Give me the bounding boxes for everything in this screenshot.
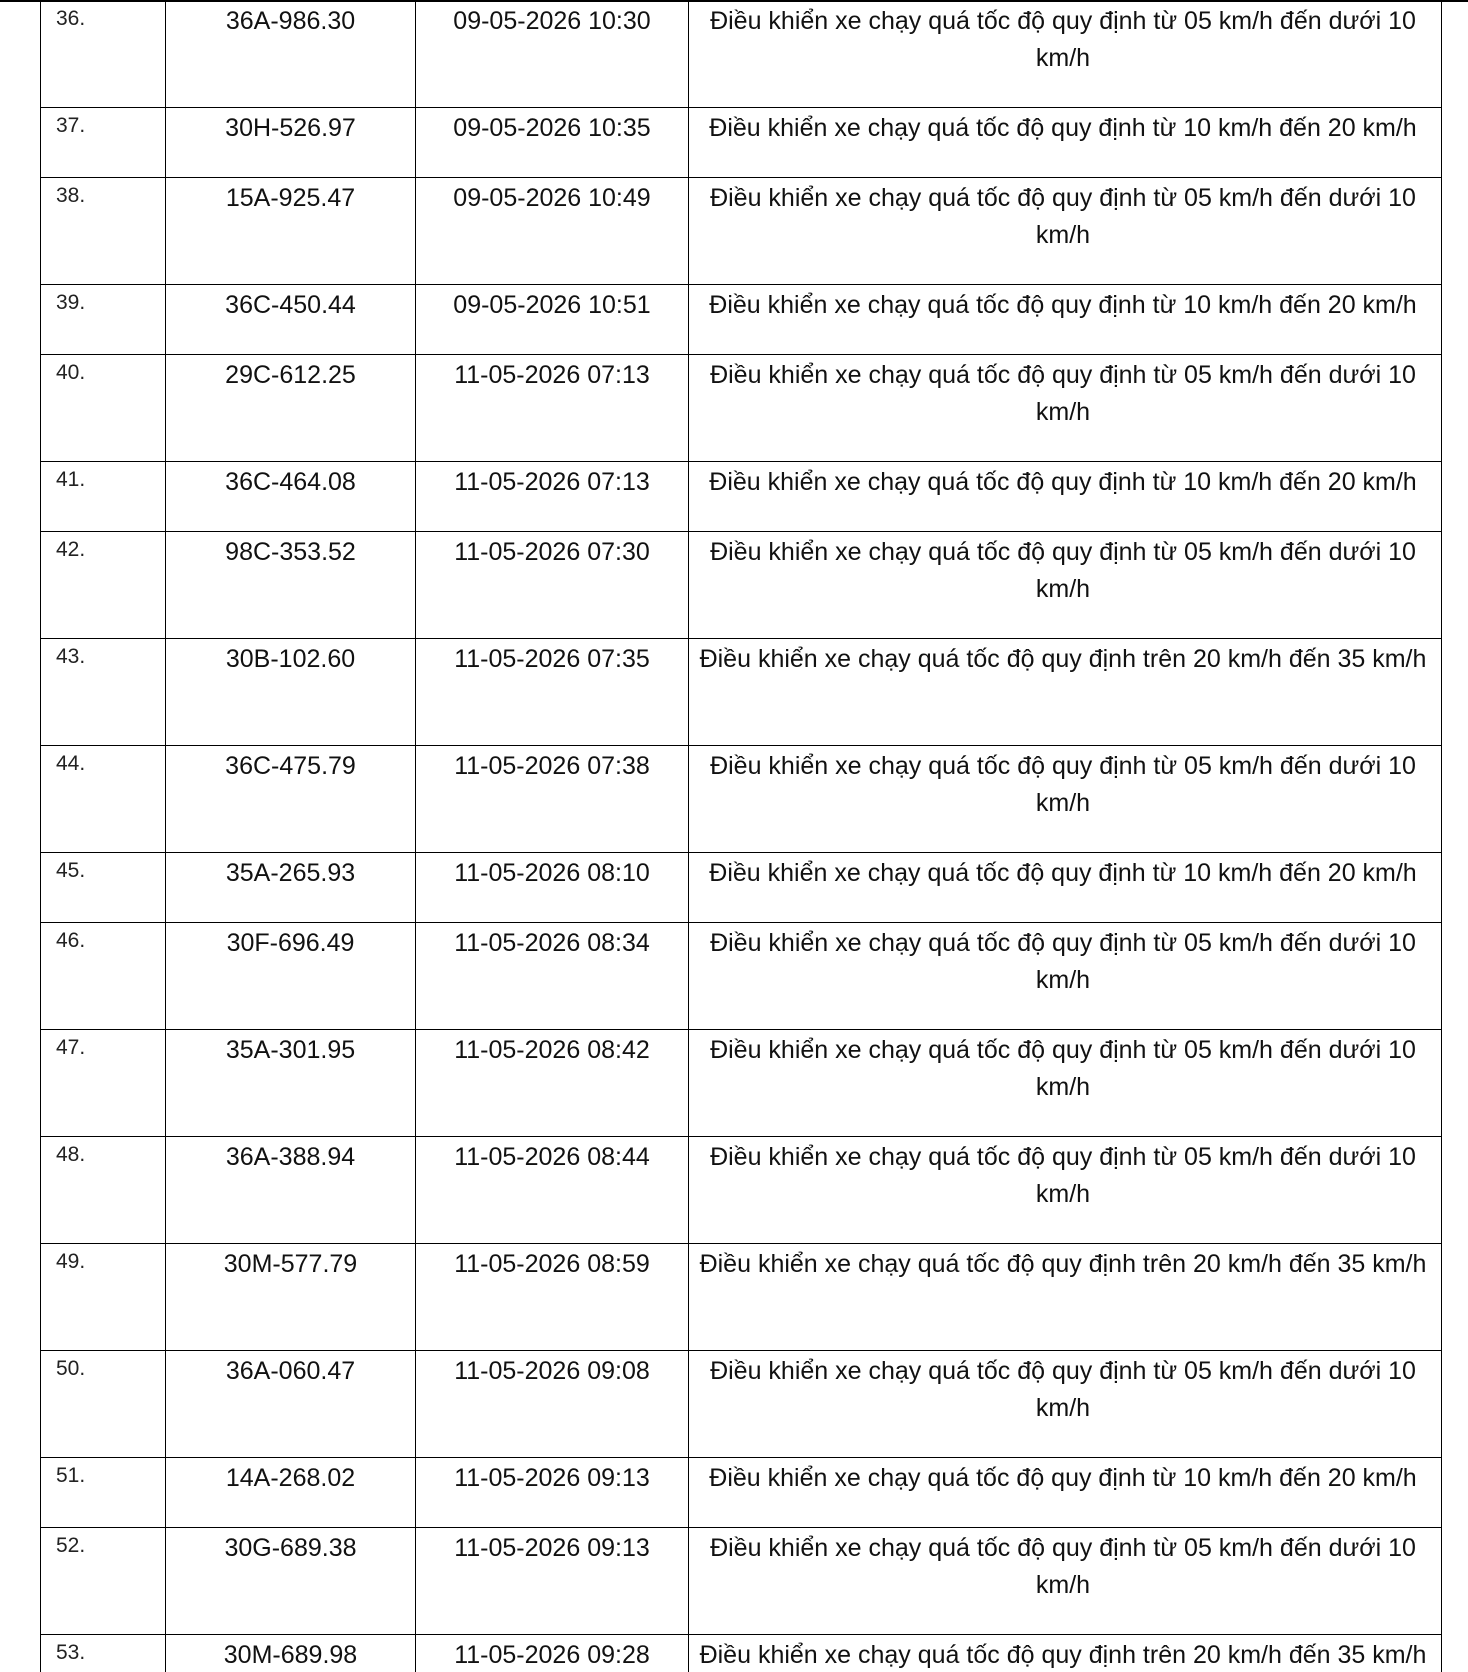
row-number: 37.	[41, 108, 166, 178]
violation-time: 11-05-2026 09:13	[416, 1458, 689, 1528]
table-row	[41, 462, 1442, 532]
violation-description: Điều khiển xe chạy quá tốc độ quy định từ 05 km/h đến dưới 10 km/h	[689, 1137, 1442, 1244]
table-row	[41, 1528, 1442, 1635]
violation-time: 11-05-2026 08:42	[416, 1030, 689, 1137]
violation-description: Điều khiển xe chạy quá tốc độ quy định từ 10 km/h đến 20 km/h	[689, 1458, 1442, 1528]
license-plate: 36C-450.44	[166, 285, 416, 355]
license-plate: 98C-353.52	[166, 532, 416, 639]
violation-time: 09-05-2026 10:30	[416, 1, 689, 108]
violation-description: Điều khiển xe chạy quá tốc độ quy định trên 20 km/h đến 35 km/h	[689, 639, 1442, 746]
violation-description: Điều khiển xe chạy quá tốc độ quy định từ 10 km/h đến 20 km/h	[689, 285, 1442, 355]
license-plate: 30M-689.98	[166, 1635, 416, 1672]
row-number: 51.	[41, 1458, 166, 1528]
violation-description: Điều khiển xe chạy quá tốc độ quy định từ 05 km/h đến dưới 10 km/h	[689, 1528, 1442, 1635]
violation-description: Điều khiển xe chạy quá tốc độ quy định từ 05 km/h đến dưới 10 km/h	[689, 1351, 1442, 1458]
row-number: 50.	[41, 1351, 166, 1458]
violation-table-body	[41, 1, 1442, 1672]
table-row	[41, 1635, 1442, 1672]
row-number: 39.	[41, 285, 166, 355]
table-row	[41, 1, 1442, 108]
row-number: 42.	[41, 532, 166, 639]
license-plate: 36C-475.79	[166, 746, 416, 853]
table-row	[41, 1458, 1442, 1528]
violation-description: Điều khiển xe chạy quá tốc độ quy định từ 10 km/h đến 20 km/h	[689, 853, 1442, 923]
violation-description: Điều khiển xe chạy quá tốc độ quy định từ 05 km/h đến dưới 10 km/h	[689, 355, 1442, 462]
violation-time: 11-05-2026 07:35	[416, 639, 689, 746]
row-number: 38.	[41, 178, 166, 285]
row-number: 46.	[41, 923, 166, 1030]
row-number: 49.	[41, 1244, 166, 1351]
violation-time: 11-05-2026 07:30	[416, 532, 689, 639]
row-number: 44.	[41, 746, 166, 853]
license-plate: 36A-986.30	[166, 1, 416, 108]
license-plate: 29C-612.25	[166, 355, 416, 462]
license-plate: 36C-464.08	[166, 462, 416, 532]
license-plate: 36A-388.94	[166, 1137, 416, 1244]
table-row	[41, 1030, 1442, 1137]
license-plate: 30B-102.60	[166, 639, 416, 746]
violation-description: Điều khiển xe chạy quá tốc độ quy định từ 10 km/h đến 20 km/h	[689, 108, 1442, 178]
violation-time: 11-05-2026 08:59	[416, 1244, 689, 1351]
violation-time: 09-05-2026 10:51	[416, 285, 689, 355]
table-row	[41, 1351, 1442, 1458]
row-number: 47.	[41, 1030, 166, 1137]
violation-time: 11-05-2026 08:44	[416, 1137, 689, 1244]
table-row	[41, 355, 1442, 462]
violation-description: Điều khiển xe chạy quá tốc độ quy định từ 10 km/h đến 20 km/h	[689, 462, 1442, 532]
violation-time: 11-05-2026 09:13	[416, 1528, 689, 1635]
row-number: 48.	[41, 1137, 166, 1244]
violation-time: 11-05-2026 09:08	[416, 1351, 689, 1458]
table-row	[41, 923, 1442, 1030]
license-plate: 35A-301.95	[166, 1030, 416, 1137]
violation-description: Điều khiển xe chạy quá tốc độ quy định từ 05 km/h đến dưới 10 km/h	[689, 1, 1442, 108]
license-plate: 30M-577.79	[166, 1244, 416, 1351]
violation-time: 11-05-2026 08:34	[416, 923, 689, 1030]
license-plate: 15A-925.47	[166, 178, 416, 285]
license-plate: 36A-060.47	[166, 1351, 416, 1458]
violation-time: 09-05-2026 10:35	[416, 108, 689, 178]
violation-description: Điều khiển xe chạy quá tốc độ quy định từ 05 km/h đến dưới 10 km/h	[689, 1030, 1442, 1137]
table-row	[41, 1244, 1442, 1351]
row-number: 53.	[41, 1635, 166, 1672]
violation-description: Điều khiển xe chạy quá tốc độ quy định trên 20 km/h đến 35 km/h	[689, 1635, 1442, 1672]
violation-table	[40, 0, 1442, 1672]
row-number: 41.	[41, 462, 166, 532]
table-row	[41, 285, 1442, 355]
table-row	[41, 108, 1442, 178]
table-row	[41, 532, 1442, 639]
table-row	[41, 639, 1442, 746]
row-number: 45.	[41, 853, 166, 923]
violation-description: Điều khiển xe chạy quá tốc độ quy định từ 05 km/h đến dưới 10 km/h	[689, 923, 1442, 1030]
license-plate: 30H-526.97	[166, 108, 416, 178]
violation-time: 11-05-2026 08:10	[416, 853, 689, 923]
violation-description: Điều khiển xe chạy quá tốc độ quy định từ 05 km/h đến dưới 10 km/h	[689, 746, 1442, 853]
table-row	[41, 853, 1442, 923]
table-row	[41, 746, 1442, 853]
row-number: 36.	[41, 1, 166, 108]
violation-description: Điều khiển xe chạy quá tốc độ quy định từ 05 km/h đến dưới 10 km/h	[689, 178, 1442, 285]
violation-time: 11-05-2026 09:28	[416, 1635, 689, 1672]
license-plate: 30F-696.49	[166, 923, 416, 1030]
table-row	[41, 178, 1442, 285]
row-number: 40.	[41, 355, 166, 462]
violation-time: 11-05-2026 07:13	[416, 462, 689, 532]
table-row	[41, 1137, 1442, 1244]
violation-time: 11-05-2026 07:13	[416, 355, 689, 462]
license-plate: 35A-265.93	[166, 853, 416, 923]
violation-description: Điều khiển xe chạy quá tốc độ quy định từ 05 km/h đến dưới 10 km/h	[689, 532, 1442, 639]
violation-time: 09-05-2026 10:49	[416, 178, 689, 285]
violation-description: Điều khiển xe chạy quá tốc độ quy định trên 20 km/h đến 35 km/h	[689, 1244, 1442, 1351]
row-number: 43.	[41, 639, 166, 746]
row-number: 52.	[41, 1528, 166, 1635]
license-plate: 30G-689.38	[166, 1528, 416, 1635]
license-plate: 14A-268.02	[166, 1458, 416, 1528]
violation-time: 11-05-2026 07:38	[416, 746, 689, 853]
